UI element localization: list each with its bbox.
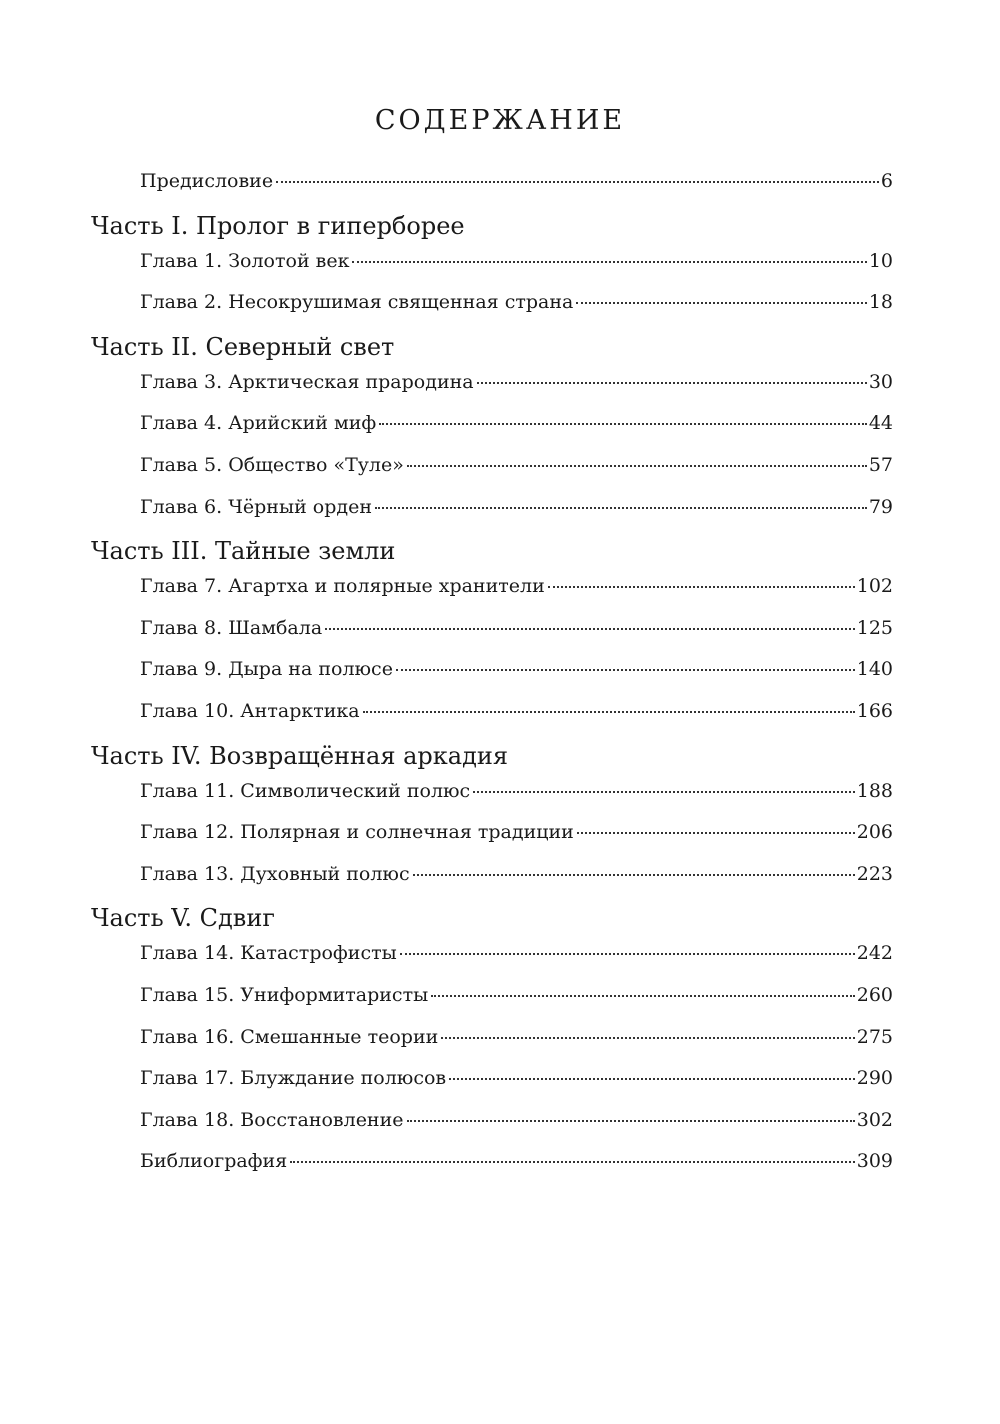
toc-entry-chapter[interactable] [91,940,893,966]
page-number: 290 [856,1067,893,1090]
toc-entry-chapter[interactable] [91,1065,893,1091]
toc-entry-chapter[interactable] [91,778,893,804]
page-number: 242 [856,942,893,965]
entry-label: Глава 17. Блуждание полюсов [140,1067,447,1090]
part-heading: Часть I. Пролог в гиперборее [91,211,465,240]
entry-label: Глава 18. Восстановление [140,1108,404,1131]
dot-leader [379,423,867,425]
part-heading: Часть IV. Возвращённая аркадия [91,741,508,770]
toc-entry-chapter[interactable] [91,1024,893,1050]
page-number: 140 [856,658,893,681]
dot-leader [548,586,855,588]
toc-entry-chapter[interactable] [91,861,893,887]
entry-label: Глава 1. Золотой век [140,249,350,272]
dot-leader [407,1120,855,1122]
dot-leader [400,953,855,955]
toc-entry-chapter[interactable] [91,369,893,395]
dot-leader [477,382,867,384]
entry-label: Глава 8. Шамбала [140,616,323,639]
page-number: 44 [868,412,893,435]
toc-entry-chapter[interactable] [91,289,893,315]
toc-entry-chapter[interactable] [91,573,893,599]
toc-entry-chapter[interactable] [91,1107,893,1133]
entry-label: Глава 4. Арийский миф [140,412,377,435]
part-heading: Часть III. Тайные земли [91,537,396,566]
dot-leader [375,507,867,509]
toc-entry-chapter[interactable] [91,982,893,1008]
dot-leader [431,995,855,997]
dot-leader [325,628,855,630]
dot-leader [396,669,855,671]
page-number: 79 [868,495,893,518]
page-number: 10 [868,249,893,272]
page-number: 188 [856,779,893,802]
entry-label: Глава 6. Чёрный орден [140,495,372,518]
entry-label: Глава 14. Катастрофисты [140,942,397,965]
toc-entry-preface[interactable] [91,168,893,194]
entry-label: Глава 9. Дыра на полюсе [140,658,393,681]
toc-entry-chapter[interactable] [91,615,893,641]
page-number: 260 [856,983,893,1006]
page-number: 166 [856,699,893,722]
page-number: 309 [856,1150,893,1173]
page-number: 275 [856,1025,893,1048]
toc-entry-chapter[interactable] [91,819,893,845]
entry-label: Глава 12. Полярная и солнечная традиции [140,821,574,844]
table-of-contents [91,168,893,1190]
dot-leader [577,832,855,834]
page-number: 102 [856,575,893,598]
page-number: 206 [856,821,893,844]
entry-label: Предисловие [140,170,274,192]
page-number: 302 [856,1108,893,1131]
dot-leader [352,261,866,263]
toc-entry-chapter[interactable] [91,656,893,682]
dot-leader [576,302,866,304]
page-number: 30 [868,370,893,393]
toc-entry-chapter[interactable] [91,410,893,436]
page-number: 125 [856,616,893,639]
part-heading: Часть II. Северный свет [91,332,395,361]
entry-label: Глава 2. Несокрушимая священная страна [140,291,574,314]
toc-entry-chapter[interactable] [91,452,893,478]
part-heading: Часть V. Сдвиг [91,904,275,933]
dot-leader [473,791,855,793]
dot-leader [441,1037,854,1039]
entry-label: Глава 10. Антарктика [140,699,360,722]
dot-leader [449,1078,855,1080]
entry-label: Глава 5. Общество «Туле» [140,453,404,476]
page-title: СОДЕРЖАНИЕ [374,105,626,136]
entry-label: Глава 7. Агартха и полярные хранители [140,575,545,598]
dot-leader [407,465,867,467]
toc-entry-chapter[interactable] [91,494,893,520]
entry-label: Глава 11. Символический полюс [140,779,471,802]
page-number: 6 [880,170,893,192]
dot-leader [413,874,855,876]
page-number: 18 [868,291,893,314]
entry-label: Глава 15. Униформитаристы [140,983,429,1006]
entry-label: Глава 3. Арктическая прародина [140,370,474,393]
dot-leader [290,1161,855,1163]
page-number: 223 [856,862,893,885]
entry-label: Библиография [140,1150,288,1173]
toc-entry-chapter[interactable] [91,248,893,274]
page-number: 57 [868,453,893,476]
toc-entry-chapter[interactable] [91,698,893,724]
toc-entry-bibliography[interactable] [91,1148,893,1174]
entry-label: Глава 13. Духовный полюс [140,862,410,885]
dot-leader [276,181,879,183]
entry-label: Глава 16. Смешанные теории [140,1025,439,1048]
dot-leader [363,711,855,713]
